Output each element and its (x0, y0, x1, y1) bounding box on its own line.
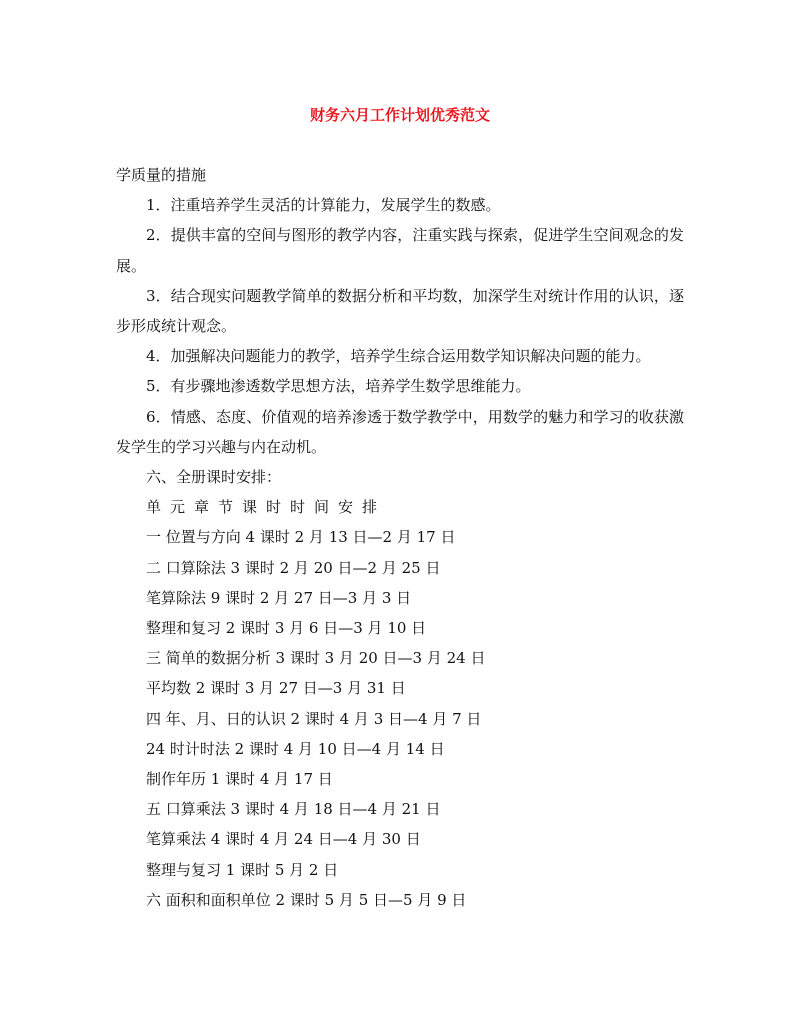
measure-item-5: 5．有步骤地渗透数学思想方法，培养学生数学思维能力。 (146, 377, 531, 396)
schedule-row: 整理和复习 2 课时 3 月 6 日—3 月 10 日 (146, 619, 427, 638)
schedule-row: 六 面积和面积单位 2 课时 5 月 5 日—5 月 9 日 (146, 890, 467, 909)
schedule-row: 制作年历 1 课时 4 月 17 日 (146, 770, 333, 789)
schedule-row: 整理与复习 1 课时 5 月 2 日 (146, 860, 339, 879)
measure-item-6: 6．情感、态度、价值观的培养渗透于数学教学中，用数学的魅力和学习的收获激发学生的学习兴趣与内在动机。 (116, 407, 684, 456)
measure-item-4: 4．加强解决问题能力的教学，培养学生综合运用数学知识解决问题的能力。 (146, 347, 651, 366)
schedule-section-heading: 六、全册课时安排： (146, 468, 282, 487)
schedule-row: 五 口算乘法 3 课时 4 月 18 日—4 月 21 日 (146, 800, 441, 819)
schedule-row: 笔算乘法 4 课时 4 月 24 日—4 月 30 日 (146, 830, 421, 849)
section-heading-fragment: 学质量的措施 (116, 166, 207, 184)
measure-item-2: 2．提供丰富的空间与图形的教学内容，注重实践与探索，促进学生空间观念的发展。 (116, 226, 684, 275)
schedule-header: 单元章节课时时间安排 (146, 498, 387, 517)
measure-item-1: 1．注重培养学生灵活的计算能力，发展学生的数感。 (146, 196, 501, 215)
schedule-row: 笔算除法 9 课时 2 月 27 日—3 月 3 日 (146, 588, 412, 607)
document-body (116, 160, 684, 915)
schedule-row: 四 年、月、日的认识 2 课时 4 月 3 日—4 月 7 日 (146, 709, 482, 728)
schedule-row: 24 时计时法 2 课时 4 月 10 日—4 月 14 日 (146, 739, 445, 758)
document-title: 财务六月工作计划优秀范文 (309, 106, 490, 124)
measure-item-3: 3．结合现实问题教学简单的数据分析和平均数，加深学生对统计作用的认识，逐步形成统计观念。 (116, 286, 684, 336)
schedule-row: 平均数 2 课时 3 月 27 日—3 月 31 日 (146, 679, 406, 698)
schedule-row: 一 位置与方向 4 课时 2 月 13 日—2 月 17 日 (146, 528, 456, 547)
schedule-row: 二 口算除法 3 课时 2 月 20 日—2 月 25 日 (146, 558, 441, 577)
schedule-row: 三 简单的数据分析 3 课时 3 月 20 日—3 月 24 日 (146, 649, 486, 668)
